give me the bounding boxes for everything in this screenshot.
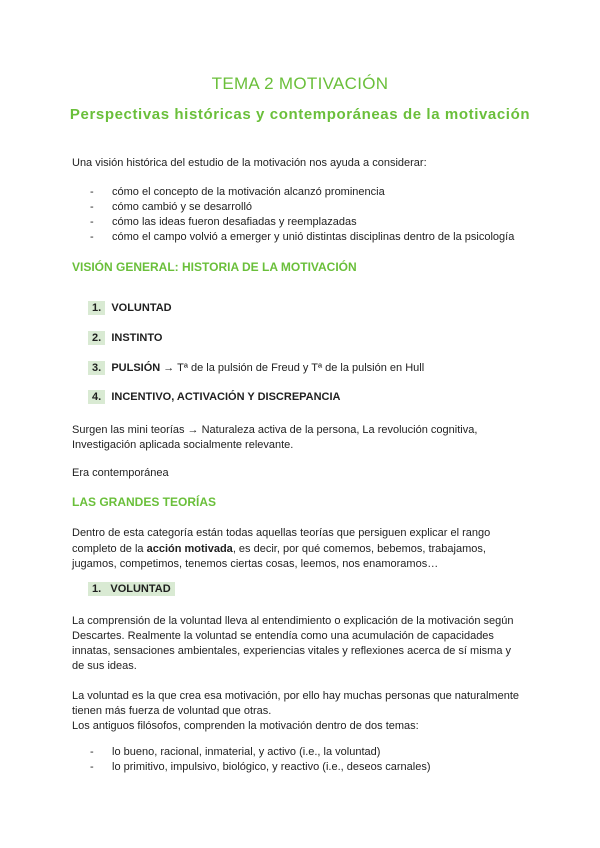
mini-theories-line: Surgen las mini teorías → Naturaleza activa de la persona, La revolución cognitiva, [72,424,478,436]
voluntad-heading: 1. VOLUNTAD [88,583,175,595]
overview-item-pulsion: 3. PULSIÓN → Tª de la pulsión de Freud y Tª de la pulsión en Hull [88,362,424,374]
list-item: - cómo cambió y se desarrolló [90,201,253,213]
voluntad-paragraph2-line: Los antiguos filósofos, comprenden la motivación dentro de dos temas: [72,720,419,732]
mini-theories-line: Investigación aplicada socialmente relevante. [72,439,294,451]
section-heading-overview: VISIÓN GENERAL: HISTORIA DE LA MOTIVACIÓN [72,260,357,274]
list-item: - cómo las ideas fueron desafiadas y reemplazadas [90,216,357,228]
voluntad-paragraph-line: innatas, sensaciones ambientales, experiencias vitales y reflexiones acerca de sí misma y [72,645,511,657]
era-label: Era contemporánea [72,467,169,479]
theories-paragraph-line: jugamos, competimos, tenemos ciertas cosas, leemos, nos enamoramos… [72,558,439,570]
voluntad-paragraph-line: La comprensión de la voluntad lleva al entendimiento o explicación de la motivación según [72,615,514,627]
theories-paragraph-line: Dentro de esta categoría están todas aquellas teorías que persiguen explicar el rango [72,527,491,539]
overview-item-voluntad: 1. VOLUNTAD [88,302,172,314]
intro-paragraph: Una visión histórica del estudio de la motivación nos ayuda a considerar: [72,157,427,169]
document-subtitle: Perspectivas históricas y contemporáneas de la motivación [69,106,531,123]
theories-paragraph-line: completo de la acción motivada, es decir, por qué comemos, bebemos, trabajamos, [72,543,486,555]
list-item: - cómo el concepto de la motivación alcanzó prominencia [90,186,385,198]
overview-item-instinto: 2. INSTINTO [88,332,162,344]
voluntad-paragraph-line: de sus ideas. [72,660,137,672]
list-item: - lo bueno, racional, inmaterial, y activo (i.e., la voluntad) [90,746,381,758]
document-title: TEMA 2 MOTIVACIÓN [211,74,389,93]
section-heading-theories: LAS GRANDES TEORÍAS [72,495,217,509]
list-item: - lo primitivo, impulsivo, biológico, y reactivo (i.e., deseos carnales) [90,761,431,773]
voluntad-paragraph-line: Descartes. Realmente la voluntad se entendía como una acumulación de capacidades [72,630,494,642]
voluntad-paragraph2-line: tienen más fuerza de voluntad que otras. [72,705,272,717]
list-item: - cómo el campo volvió a emerger y unió distintas disciplinas dentro de la psicología [90,231,515,243]
overview-item-incentivo: 4. INCENTIVO, ACTIVACIÓN Y DISCREPANCIA [88,391,341,403]
voluntad-paragraph2-line: La voluntad es la que crea esa motivación, por ello hay muchas personas que naturalmente [72,690,519,702]
